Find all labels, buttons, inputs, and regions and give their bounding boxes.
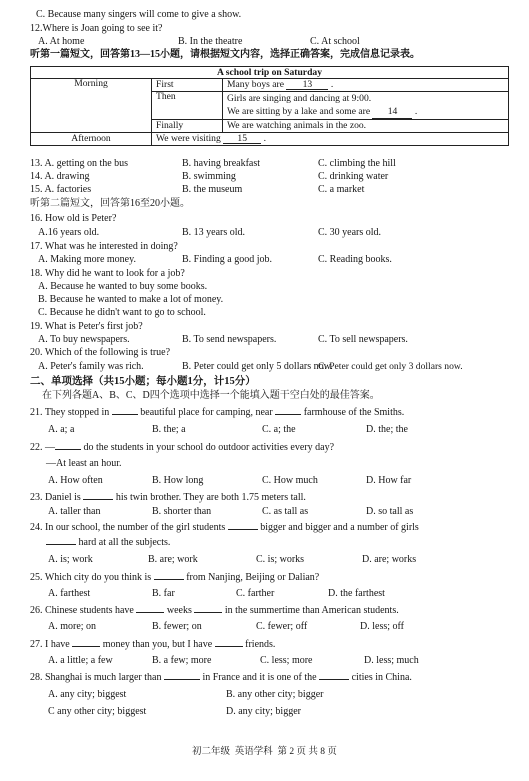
q26-stem-part1: 26. Chinese students have	[30, 605, 134, 616]
q24-stem-line2	[46, 538, 170, 548]
q21-stem-part2: beautiful place for camping, near	[140, 407, 273, 418]
blank-13: 13	[286, 80, 328, 91]
page-footer: 初二年级 英语学科 第 2 页 共 8 页	[192, 747, 337, 757]
q23-option-d: D. so tall as	[366, 506, 414, 517]
q28-option-b: B. any other city; bigger	[226, 689, 324, 700]
q19-option-a: A. To buy newspapers.	[38, 334, 130, 345]
q22-option-d: D. How far	[366, 475, 412, 486]
q20-option-a: A. Peter's family was rich.	[38, 361, 144, 372]
q27-option-d: D. less; much	[364, 655, 419, 666]
q21-stem-part1: 21. They stopped in	[30, 407, 110, 418]
q12-option-c: C. At school	[310, 36, 360, 47]
q21-option-b: B. the; a	[152, 424, 186, 435]
q18-option-b: B. Because he wanted to make a lot of money.	[38, 294, 224, 305]
passage1-instruction: 听第一篇短文，回答第13—15小题，请根据短文内容，选择正确答案，完成信息记录表。	[30, 49, 420, 60]
q20-option-c: C. Peter could get only 3 dollars now.	[318, 361, 463, 372]
q20-option-b: B. Peter could get only 5 dollars now.	[182, 361, 333, 372]
q21-stem-part3: farmhouse of the Smiths.	[303, 407, 405, 418]
q16-option-a: A.16 years old.	[38, 227, 100, 238]
q28-option-d: D. any city; bigger	[226, 706, 301, 717]
q24-option-b: B. are; work	[148, 554, 198, 565]
q21-blank-2	[275, 414, 301, 415]
q27-option-b: B. a few; more	[152, 655, 212, 666]
q25-option-d: D. the farthest	[328, 588, 385, 599]
q16-option-c: C. 30 years old.	[318, 227, 382, 238]
afternoon-text: We were visiting	[156, 132, 221, 144]
q23-blank	[83, 499, 113, 500]
q24-stem-part1: 24. In our school, the number of the girl students	[30, 522, 226, 533]
q21-blank-1	[112, 414, 138, 415]
q14-option-a: 14. A. drawing	[30, 171, 90, 182]
first-cell: Many boys are 13 .	[223, 79, 509, 92]
q24-stem	[30, 523, 419, 533]
q27-stem-part3: friends.	[245, 639, 276, 650]
q23-stem	[30, 493, 306, 503]
q23-option-a: A. taller than	[48, 506, 101, 517]
q28-stem-part3: cities in China.	[351, 672, 412, 683]
q25-stem-part2: from Nanjing, Beijing or Dalian?	[186, 572, 320, 583]
first-text: Many boys are	[227, 78, 285, 90]
q18-option-c: C. Because he didn't want to go to school.	[38, 307, 206, 318]
q24-option-d: D. are; works	[362, 554, 417, 565]
q26-blank-2	[194, 612, 222, 613]
q26-stem-part3: in the summertime than American students.	[224, 605, 399, 616]
q23-option-c: C. as tall as	[262, 506, 309, 517]
q24-option-c: C. is; works	[256, 554, 305, 565]
q27-blank-2	[215, 646, 243, 647]
q17-option-b: B. Finding a good job.	[182, 254, 273, 265]
q19-stem: 19. What is Peter's first job?	[30, 321, 143, 332]
q21-option-c: C. a; the	[262, 424, 296, 435]
q25-stem	[30, 573, 319, 583]
q25-option-b: B. far	[152, 588, 175, 599]
q19-option-b: B. To send newspapers.	[182, 334, 277, 345]
q11-option-c: C. Because many singers will come to give a show.	[36, 9, 242, 20]
q28-stem-part2: in France and it is one of the	[202, 672, 317, 683]
then-cell: Girls are singing and dancing at 9:00. We are sitting by a lake and some are 14 .	[223, 92, 509, 120]
q22-stem-part1: 22. —	[30, 442, 55, 453]
q22-option-b: B. How long	[152, 475, 204, 486]
q25-blank	[154, 579, 184, 580]
finally-text: We are watching animals in the zoo.	[223, 120, 509, 133]
finally-label: Finally	[152, 120, 223, 133]
q16-stem: 16. How old is Peter?	[30, 213, 117, 224]
q26-option-c: C. fewer; off	[256, 621, 308, 632]
q18-option-a: A. Because he wanted to buy some books.	[38, 281, 208, 292]
blank-14: 14	[372, 105, 412, 119]
q28-blank-1	[164, 679, 200, 680]
table-title: A school trip on Saturday	[31, 67, 509, 79]
q23-stem-part2: his twin brother. They are both 1.75 meters tall.	[115, 492, 306, 503]
q26-stem-part2: weeks	[166, 605, 192, 616]
q27-option-c: C. less; more	[260, 655, 313, 666]
q24-option-a: A. is; work	[48, 554, 93, 565]
q27-stem	[30, 640, 275, 650]
then-label: Then	[152, 92, 223, 120]
q12-stem: 12.Where is Joan going to see it?	[30, 23, 163, 34]
q18-stem: 18. Why did he want to look for a job?	[30, 268, 185, 279]
q16-option-b: B. 13 years old.	[182, 227, 246, 238]
q15-option-b: B. the museum	[182, 184, 243, 195]
q15-option-c: C. a market	[318, 184, 365, 195]
q20-stem: 20. Which of the following is true?	[30, 347, 171, 358]
q12-option-b: B. In the theatre	[178, 36, 243, 47]
q27-stem-part2: money than you, but I have	[102, 639, 213, 650]
q24-stem-part3: hard at all the subjects.	[78, 537, 171, 548]
q27-stem-part1: 27. I have	[30, 639, 70, 650]
q23-stem-part1: 23. Daniel is	[30, 492, 81, 503]
q26-blank-1	[136, 612, 164, 613]
q14-option-b: B. swimming	[182, 171, 236, 182]
q19-option-c: C. To sell newspapers.	[318, 334, 408, 345]
q22-stem	[30, 443, 334, 453]
q14-option-c: C. drinking water	[318, 171, 389, 182]
q15-option-a: 15. A. factories	[30, 184, 92, 195]
q26-option-b: B. fewer; on	[152, 621, 202, 632]
q28-stem	[30, 673, 412, 683]
q22-stem-part2: do the students in your school do outdoor activities every day?	[83, 442, 335, 453]
q12-option-a: A. At home	[38, 36, 85, 47]
q25-option-a: A. farthest	[48, 588, 91, 599]
q21-option-d: D. the; the	[366, 424, 408, 435]
q23-option-b: B. shorter than	[152, 506, 212, 517]
blank-15: 15	[223, 134, 261, 145]
section2-title: 二、单项选择（共15小题；每小题1分，计15分）	[30, 376, 256, 387]
q22-answer-line: —At least an hour.	[46, 458, 122, 469]
q28-stem-part1: 28. Shanghai is much larger than	[30, 672, 162, 683]
q26-stem	[30, 606, 399, 616]
q22-option-c: C. How much	[262, 475, 318, 486]
afternoon-label: Afternoon	[31, 133, 152, 146]
q22-option-a: A. How often	[48, 475, 103, 486]
first-label: First	[152, 79, 223, 92]
section2-instruction: 在下列各题A、B、C、D四个选项中选择一个能填入题干空白处的最佳答案。	[42, 390, 380, 401]
q22-blank	[55, 449, 81, 450]
q13-option-a: 13. A. getting on the bus	[30, 158, 129, 169]
q21-stem	[30, 408, 404, 418]
q13-option-c: C. climbing the hill	[318, 158, 396, 169]
q27-blank-1	[72, 646, 100, 647]
morning-label: Morning	[31, 79, 152, 133]
q25-option-c: C. farther	[236, 588, 275, 599]
q13-option-b: B. having breakfast	[182, 158, 261, 169]
q17-stem: 17. What was he interested in doing?	[30, 241, 178, 252]
q24-stem-part2: bigger and bigger and a number of girls	[260, 522, 419, 533]
passage2-instruction: 听第二篇短文，回答第16至20小题。	[30, 198, 190, 209]
then-line-2: We are sitting by a lake and some are	[227, 106, 371, 117]
trip-record-table	[30, 66, 509, 146]
afternoon-cell: We were visiting 15 .	[152, 133, 509, 146]
q21-option-a: A. a; a	[48, 424, 75, 435]
q25-stem-part1: 25. Which city do you think is	[30, 572, 152, 583]
q24-blank-1	[228, 529, 258, 530]
q26-option-a: A. more; on	[48, 621, 97, 632]
then-line-1: Girls are singing and dancing at 9:00.	[227, 93, 372, 104]
q27-option-a: A. a little; a few	[48, 655, 113, 666]
q17-option-c: C. Reading books.	[318, 254, 392, 265]
q26-option-d: D. less; off	[360, 621, 404, 632]
q28-blank-2	[319, 679, 349, 680]
q28-option-c: C any other city; biggest	[48, 706, 147, 717]
q24-blank-2	[46, 544, 76, 545]
q28-option-a: A. any city; biggest	[48, 689, 127, 700]
q17-option-a: A. Making more money.	[38, 254, 136, 265]
